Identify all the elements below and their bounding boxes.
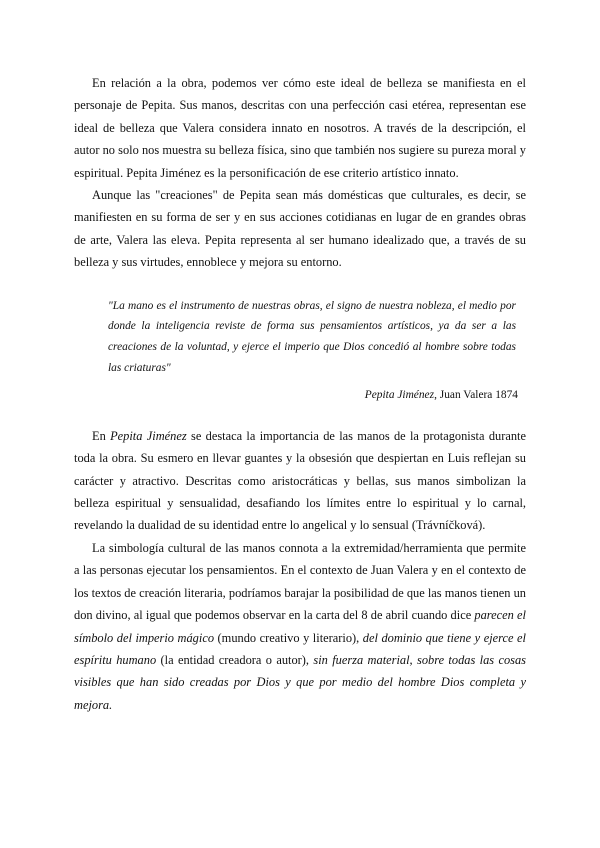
p3-text-rest: se destaca la importancia de las manos de la protagonista durante toda la obra. Su esmero en llevar guantes y la obsesión que despiertan en Luis reflejan su carácter y atractivo. Descritas como aristocráticas y bellas, sus manos simbolizan la belleza espiritual y sensualidad, desafiando los límites entre lo espiritual y lo carnal, revelando la dualidad de su identidad entre lo angelical y lo sensual (Trávníčková). [74,428,526,533]
p4-italic-3: sin fuerza material, sobre todas las cosas visibles que han sido creadas por Dios y que por medio del hombre Dios completa y mejora. [74,652,526,712]
paragraph-1: En relación a la obra, podemos ver cómo este ideal de belleza se manifiesta en el personaje de Pepita. Sus manos, descritas con una perfección casi etérea, representan ese ideal de belleza que Valera considera innato en nosotros. A través de la descripción, el autor no solo nos muestra su belleza física, sino que también nos sugiere su pureza moral y espiritual. Pepita Jiménez es la personificación de ese criterio artístico innato. [74,76,526,180]
paragraph-2: Aunque las "creaciones" de Pepita sean más domésticas que culturales, es decir, se manifiesten en su forma de ser y en sus acciones cotidianas en lugar de en grandes obras de arte, Valera las eleva. Pepita representa al ser humano idealizado que, a través de su belleza y sus virtudes, ennoblece y mejora su entorno. [74,188,526,270]
p3-book-title: Pepita Jiménez [110,428,187,443]
paragraph-4 [74,537,526,716]
quote-source-title: Pepita Jiménez [364,388,435,401]
p4-italic-2: del dominio que tiene y ejerce el espíritu humano [74,630,526,667]
p4-text-mid-1: (mundo creativo y literario), [214,630,363,645]
paragraph-3 [74,425,526,537]
block-quote: "La mano es el instrumento de nuestras obras, el signo de nuestra nobleza, el medio por donde la inteligencia reviste de forma sus pensamientos artísticos, ya da ser a las creaciones de la voluntad, y ejerce el imperio que Dios concedió al hombre sobre todas las criaturas" [108,299,516,375]
p4-text-mid-2: (la entidad creadora o autor), [156,652,314,667]
p4-text-start: La simbología cultural de las manos connota a la extremidad/herramienta que permite a las personas ejecutar los pensamientos. En el contexto de Juan Valera y en el contexto de los textos de creación literaria, podríamos barajar la posibilidad de que las manos tienen un don divino, al igual que podemos observar en la carta del 8 de abril cuando dice [74,540,526,623]
quote-source-author: , Juan Valera 1874 [434,388,518,401]
p4-italic-1: parecen el símbolo del imperio mágico [74,608,526,645]
spacer [74,405,526,425]
p3-text-start: En [92,428,111,443]
quote-source [74,385,518,405]
